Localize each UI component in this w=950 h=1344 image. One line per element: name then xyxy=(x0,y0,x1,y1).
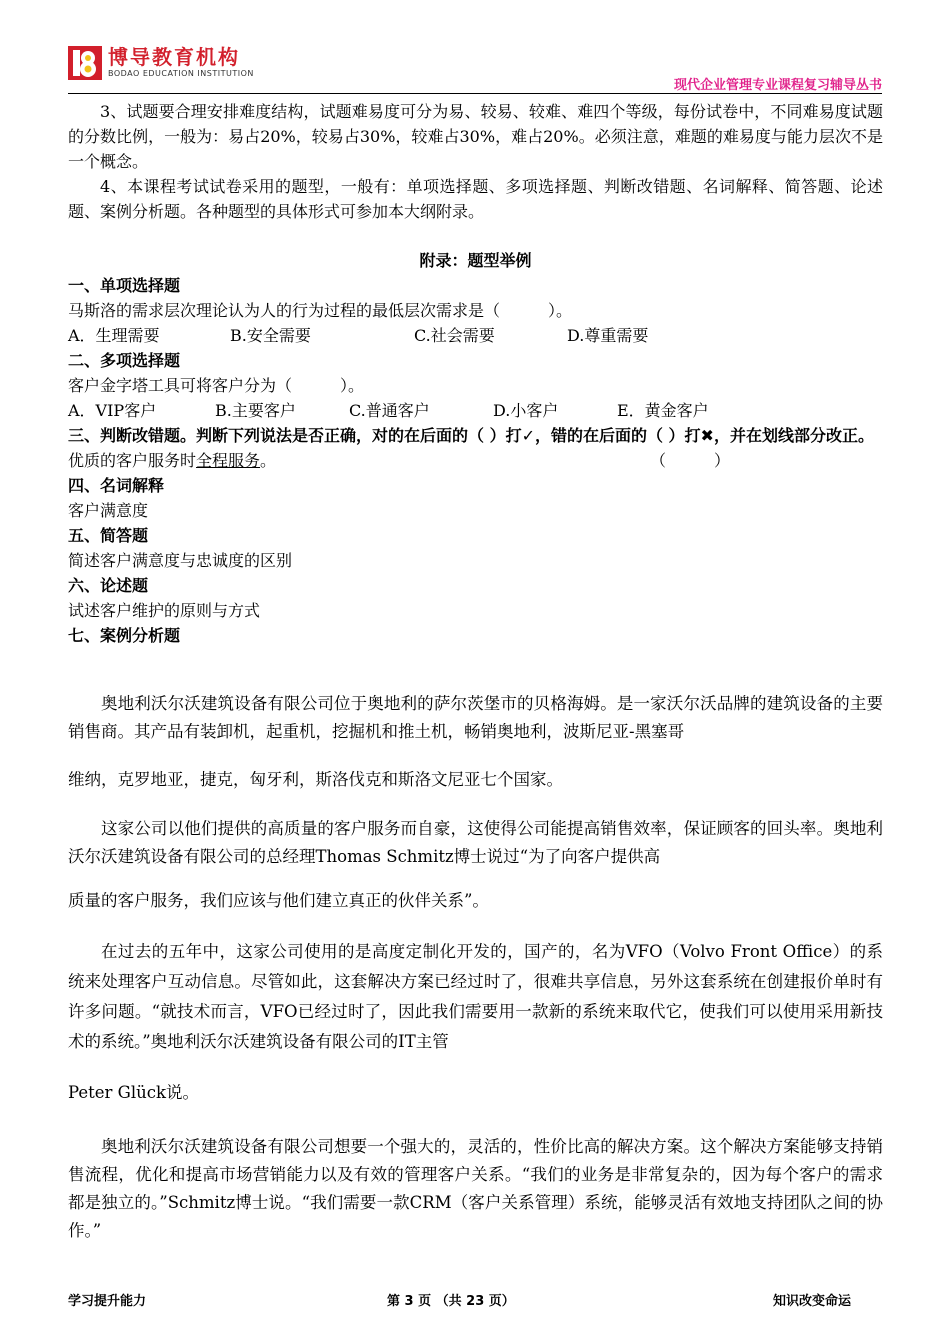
logo xyxy=(68,46,254,80)
case-p3-last-line: Peter Glück说。 xyxy=(68,1083,199,1102)
case-p3-text: 在过去的五年中，这家公司使用的是高度定制化开发的，国产的，名为VFO（Volvo Front Office）的系统来处理客户互动信息。尽管如此，这套解决方案已经过时了，很难共享信息，另外这套系统在创建报价单时有许多问题。“就技术而言，VFO已经过时了，因此我们需要用一款新的系统来取代它，使我们可以使用采用新技术的系统。”奥地利沃尔沃建筑设备有限公司的IT主管 xyxy=(68,942,883,1051)
multi-choice-heading: 二、多项选择题 xyxy=(68,351,181,370)
option-c: C.普通客户 xyxy=(349,401,430,420)
question-end: 。 xyxy=(260,451,277,470)
true-false-heading: 三、判断改错题。判断下列说法是否正确，对的在后面的（ ）打✓，错的在后面的（ ）打✖，并在划线部分改正。 xyxy=(68,426,874,445)
term-explanation-item: 客户满意度 xyxy=(68,501,149,520)
option-a: A．生理需要 xyxy=(68,326,160,345)
footer-right-slogan: 知识改变命运 xyxy=(773,1294,852,1309)
essay-heading: 六、论述题 xyxy=(68,576,149,595)
intro-section xyxy=(68,99,883,224)
option-e: E．黄金客户 xyxy=(617,401,709,420)
answer-parentheses: （ ） xyxy=(650,451,731,470)
essay-item: 试述客户维护的原则与方式 xyxy=(68,601,261,620)
case-paragraph-1 xyxy=(68,690,883,792)
term-explanation-heading: 四、名词解释 xyxy=(68,476,165,495)
multi-choice-question: 客户金字塔工具可将客户分为（ ）。 xyxy=(68,376,365,395)
option-b: B.安全需要 xyxy=(230,326,311,345)
question-examples xyxy=(68,273,883,648)
case-analysis-heading: 七、案例分析题 xyxy=(68,626,181,645)
case-p1-last-line: 维纳，克罗地亚，捷克，匈牙利，斯洛伐克和斯洛文尼亚七个国家。 xyxy=(68,770,563,789)
case-p2-last-line: 质量的客户服务，我们应该与他们建立真正的伙伴关系”。 xyxy=(68,891,489,910)
option-b: B.主要客户 xyxy=(215,401,296,420)
appendix-title: 附录：题型举例 xyxy=(419,251,532,270)
case-paragraph-2 xyxy=(68,815,883,913)
option-d: D.小客户 xyxy=(493,401,559,420)
multi-choice-options xyxy=(68,398,883,423)
case-paragraph-3 xyxy=(68,937,883,1105)
case-p1-text: 奥地利沃尔沃建筑设备有限公司位于奥地利的萨尔茨堡市的贝格海姆。是一家沃尔沃品牌的建筑设备的主要销售商。其产品有装卸机，起重机，挖掘机和推土机，畅销奥地利，波斯尼亚-黑塞哥 xyxy=(68,694,883,741)
appendix-section xyxy=(68,248,883,273)
header-divider xyxy=(68,93,882,94)
short-answer-heading: 五、简答题 xyxy=(68,526,149,545)
single-choice-question: 马斯洛的需求层次理论认为人的行为过程的最低层次需求是（ ）。 xyxy=(68,301,573,320)
option-d: D.尊重需要 xyxy=(567,326,649,345)
option-a: A．VIP客户 xyxy=(68,401,157,420)
case-paragraph-4 xyxy=(68,1133,883,1245)
underlined-part: 全程服务 xyxy=(196,451,261,470)
footer-left-slogan: 学习提升能力 xyxy=(68,1294,147,1309)
logo-chinese-name: 博导教育机构 xyxy=(108,45,240,69)
footer-page-number: 第 3 页 （共 23 页） xyxy=(387,1294,515,1309)
header-series-title: 现代企业管理专业课程复习辅导丛书 xyxy=(673,78,882,93)
short-answer-item: 简述客户满意度与忠诚度的区别 xyxy=(68,551,293,570)
case-p2-text: 这家公司以他们提供的高质量的客户服务而自豪，这使得公司能提高销售效率，保证顾客的回头率。奥地利沃尔沃建筑设备有限公司的总经理Thomas Schmitz博士说过“为了向客户提供高 xyxy=(68,819,883,866)
logo-english-name: BODAO EDUCATION INSTITUTION xyxy=(108,69,254,78)
single-choice-heading: 一、单项选择题 xyxy=(68,276,181,295)
single-choice-options xyxy=(68,323,883,348)
bodao-logo-icon xyxy=(68,46,102,80)
intro-paragraph-3: 3、试题要合理安排难度结构，试题难易度可分为易、较易、较难、难四个等级，每份试卷中，不同难易度试题的分数比例，一般为：易占20%，较易占30%，较难占30%，难占20%。必须注意，难题的难易度与能力层次不是一个概念。 xyxy=(68,102,883,171)
question-text: 优质的客户服务时 xyxy=(68,451,197,470)
option-c: C.社会需要 xyxy=(414,326,495,345)
case-p4-text: 奥地利沃尔沃建筑设备有限公司想要一个强大的，灵活的，性价比高的解决方案。这个解决方案能够支持销售流程，优化和提高市场营销能力以及有效的管理客户关系。“我们的业务是非常复杂的，因为每个客户的需求都是独立的。”Schmitz博士说。“我们需要一款CRM（客户关系管理）系统，能够灵活有效地支持团队之间的协作。” xyxy=(68,1137,883,1240)
intro-paragraph-4: 4、本课程考试试卷采用的题型，一般有：单项选择题、多项选择题、判断改错题、名词解释、简答题、论述题、案例分析题。各种题型的具体形式可参加本大纲附录。 xyxy=(68,177,883,221)
true-false-question xyxy=(68,448,883,473)
